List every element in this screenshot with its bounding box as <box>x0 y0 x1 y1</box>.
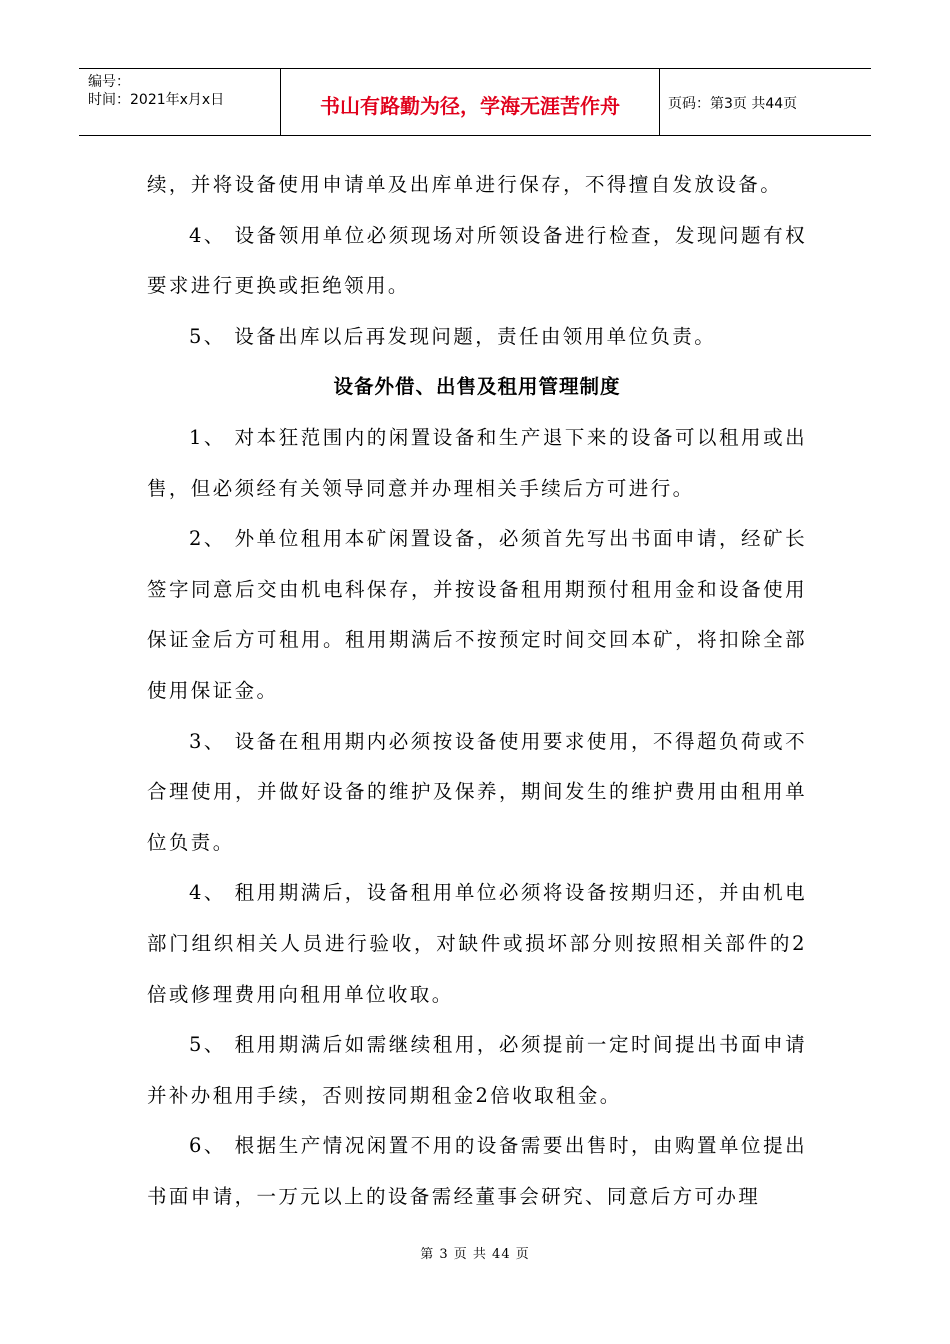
page-footer: 第 3 页 共 44 页 <box>420 1247 530 1262</box>
body-paragraph: 1、 对本狂范围内的闲置设备和生产退下来的设备可以租用或出售，但必须经有关领导同意并办理相关手续后方可进行。 <box>147 425 807 500</box>
document-date-label: 时间：2021年x月x日 <box>88 92 225 108</box>
body-paragraph: 4、 租用期满后，设备租用单位必须将设备按期归还，并由机电部门组织相关人员进行验收，对缺件或损坏部分则按照相关部件的2倍或修理费用向租用单位收取。 <box>147 881 807 1006</box>
body-paragraph: 4、 设备领用单位必须现场对所领设备进行检查，发现问题有权要求进行更换或拒绝领用。 <box>147 223 807 298</box>
page-header <box>79 68 871 136</box>
document-code-label: 编号： <box>88 74 130 90</box>
header-page-number: 页码：第3页 共44页 <box>668 96 798 112</box>
body-paragraph: 6、 根据生产情况闲置不用的设备需要出售时，由购置单位提出书面申请，一万元以上的设备需经董事会研究、同意后方可办理 <box>147 1134 807 1208</box>
document-body <box>147 160 807 1222</box>
body-paragraph: 3、 设备在租用期内必须按设备使用要求使用，不得超负荷或不合理使用，并做好设备的维护及保养，期间发生的维护费用由租用单位负责。 <box>147 729 807 854</box>
body-paragraph: 5、 租用期满后如需继续租用，必须提前一定时间提出书面申请并补办租用手续，否则按同期租金2倍收取租金。 <box>147 1033 807 1107</box>
header-page-cell <box>660 69 871 135</box>
body-paragraph: 5、 设备出库以后再发现问题，责任由领用单位负责。 <box>189 324 717 348</box>
header-motto-cell <box>281 69 660 135</box>
body-paragraph: 2、 外单位租用本矿闲置设备，必须首先写出书面申请，经矿长签字同意后交由机电科保存，并按设备租用期预付租用金和设备使用保证金后方可租用。租用期满后不按预定时间交回本矿，将扣除全部使用保证金。 <box>147 527 807 702</box>
body-paragraph: 续，并将设备使用申请单及出库单进行保存，不得擅自发放设备。 <box>147 173 783 196</box>
header-motto: 书山有路勤为径，学海无涯苦作舟 <box>320 94 620 118</box>
header-info-cell <box>79 69 281 135</box>
section-title: 设备外借、出售及租用管理制度 <box>333 375 621 399</box>
